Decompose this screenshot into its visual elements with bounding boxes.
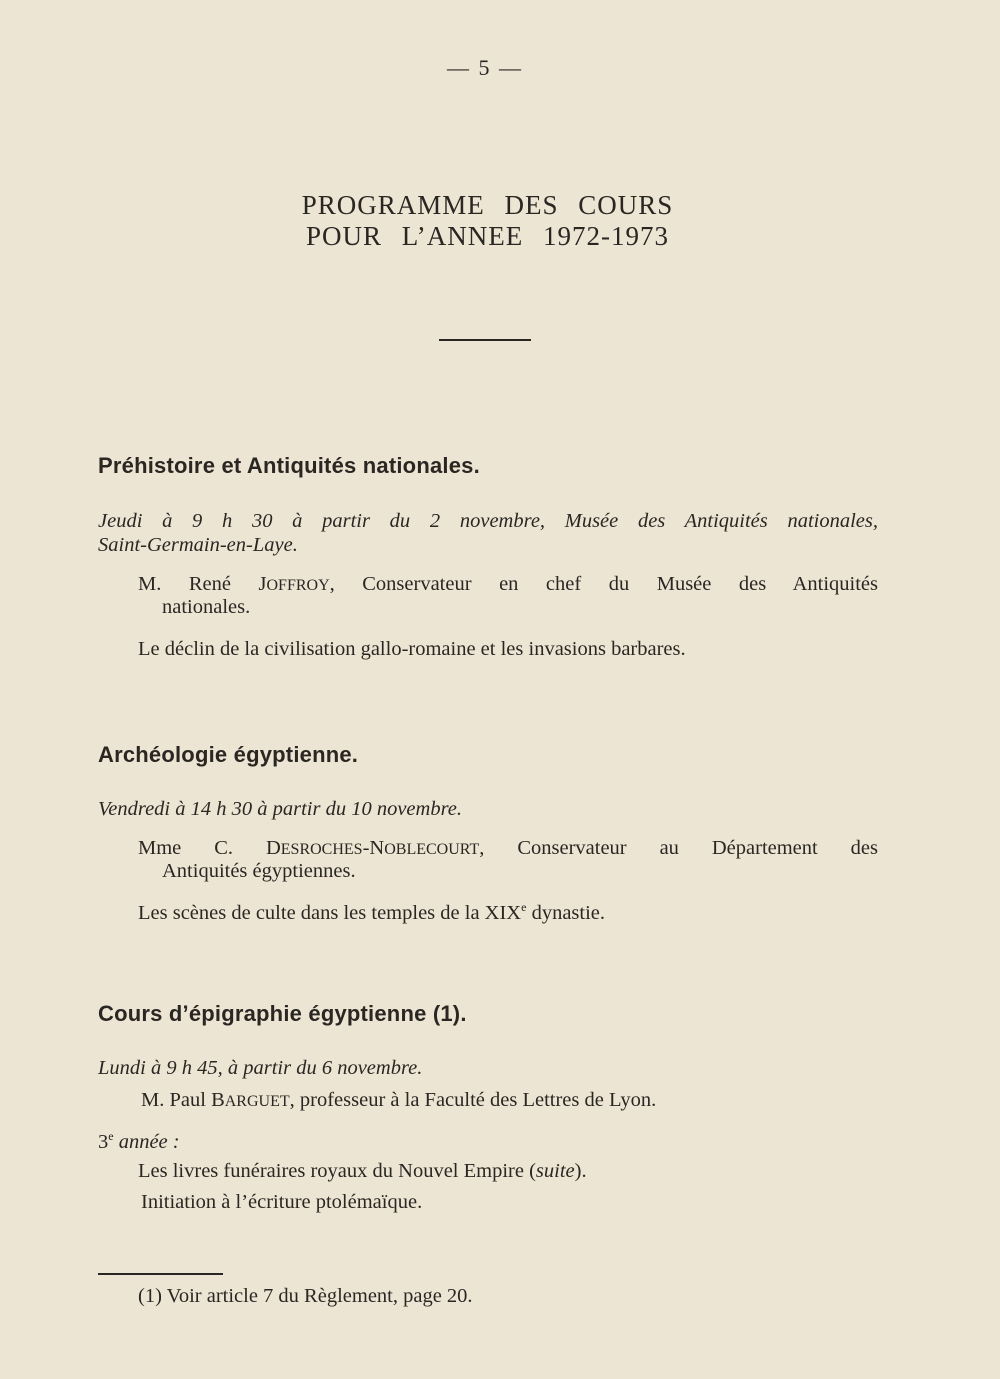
page-subtitle: POUR L’ANNEE 1972-1973 — [306, 221, 669, 251]
teacher-line — [141, 1089, 881, 1112]
schedule-line: Lundi à 9 h 45, à partir du 6 novembre. — [98, 1057, 423, 1079]
year-number: 3 — [98, 1130, 109, 1153]
teacher-role-cont: Antiquités égyptiennes. — [162, 860, 356, 882]
schedule-line: Saint-Germain-en-Laye. — [98, 534, 298, 556]
teacher-name: ESROCHES — [280, 841, 363, 858]
teacher-name: ARGUET — [224, 1093, 290, 1110]
year-label — [98, 1129, 878, 1154]
teacher-name: B — [211, 1089, 225, 1111]
topic-text: ). — [574, 1160, 587, 1182]
teacher-name: N — [369, 837, 385, 859]
teacher-name: D — [265, 837, 281, 859]
section-heading-prehistory: Préhistoire et Antiquités nationales. — [98, 453, 480, 478]
teacher-role: , Conservateur au Département des — [479, 837, 878, 859]
teacher-name: OFFROY — [266, 577, 330, 594]
section-heading-egyptian-archaeology: Archéologie égyptienne. — [98, 742, 359, 767]
topic-text: Les livres funéraires royaux du Nouvel Empire ( — [138, 1160, 536, 1182]
footnote-divider — [98, 1273, 223, 1275]
section-heading-epigraphy: Cours d’épigraphie égyptienne (1). — [98, 1001, 467, 1026]
teacher-line — [138, 837, 878, 860]
page-number: — 5 — — [447, 55, 523, 80]
topic-italic: suite — [535, 1160, 575, 1182]
teacher-prefix: Mme C. — [138, 837, 266, 859]
year-text: année : — [113, 1130, 180, 1153]
teacher-name: - — [362, 837, 370, 859]
teacher-role: , professeur à la Faculté des Lettres de Lyon. — [289, 1089, 657, 1111]
teacher-role-cont: nationales. — [162, 596, 251, 618]
teacher-prefix: M. René — [138, 573, 259, 595]
teacher-name: OBLECOURT — [384, 841, 480, 858]
teacher-role: , Conservateur en chef du Musée des Antiquités — [329, 573, 878, 595]
teacher-name: J — [258, 573, 267, 595]
course-topic — [138, 900, 878, 925]
topic-text: dynastie. — [526, 901, 606, 924]
topic-superscript: e — [521, 900, 527, 914]
topic-text: Les scènes de culte dans les temples de la XIX — [138, 901, 522, 924]
course-topic — [138, 1160, 878, 1183]
course-topic: Le déclin de la civilisation gallo-romaine et les invasions barbares. — [138, 638, 686, 660]
teacher-line — [138, 573, 878, 596]
footnote: (1) Voir article 7 du Règlement, page 20. — [138, 1285, 473, 1307]
schedule-line: Vendredi à 14 h 30 à partir du 10 novembre. — [98, 798, 463, 820]
year-superscript: e — [108, 1129, 114, 1143]
teacher-prefix: M. Paul — [141, 1089, 212, 1111]
schedule-line: Jeudi à 9 h 30 à partir du 2 novembre, Musée des Antiquités nationales, — [98, 510, 878, 532]
title-divider — [439, 339, 531, 341]
page-title: PROGRAMME DES COURS — [301, 190, 674, 220]
course-topic: Initiation à l’écriture ptolémaïque. — [141, 1191, 423, 1213]
